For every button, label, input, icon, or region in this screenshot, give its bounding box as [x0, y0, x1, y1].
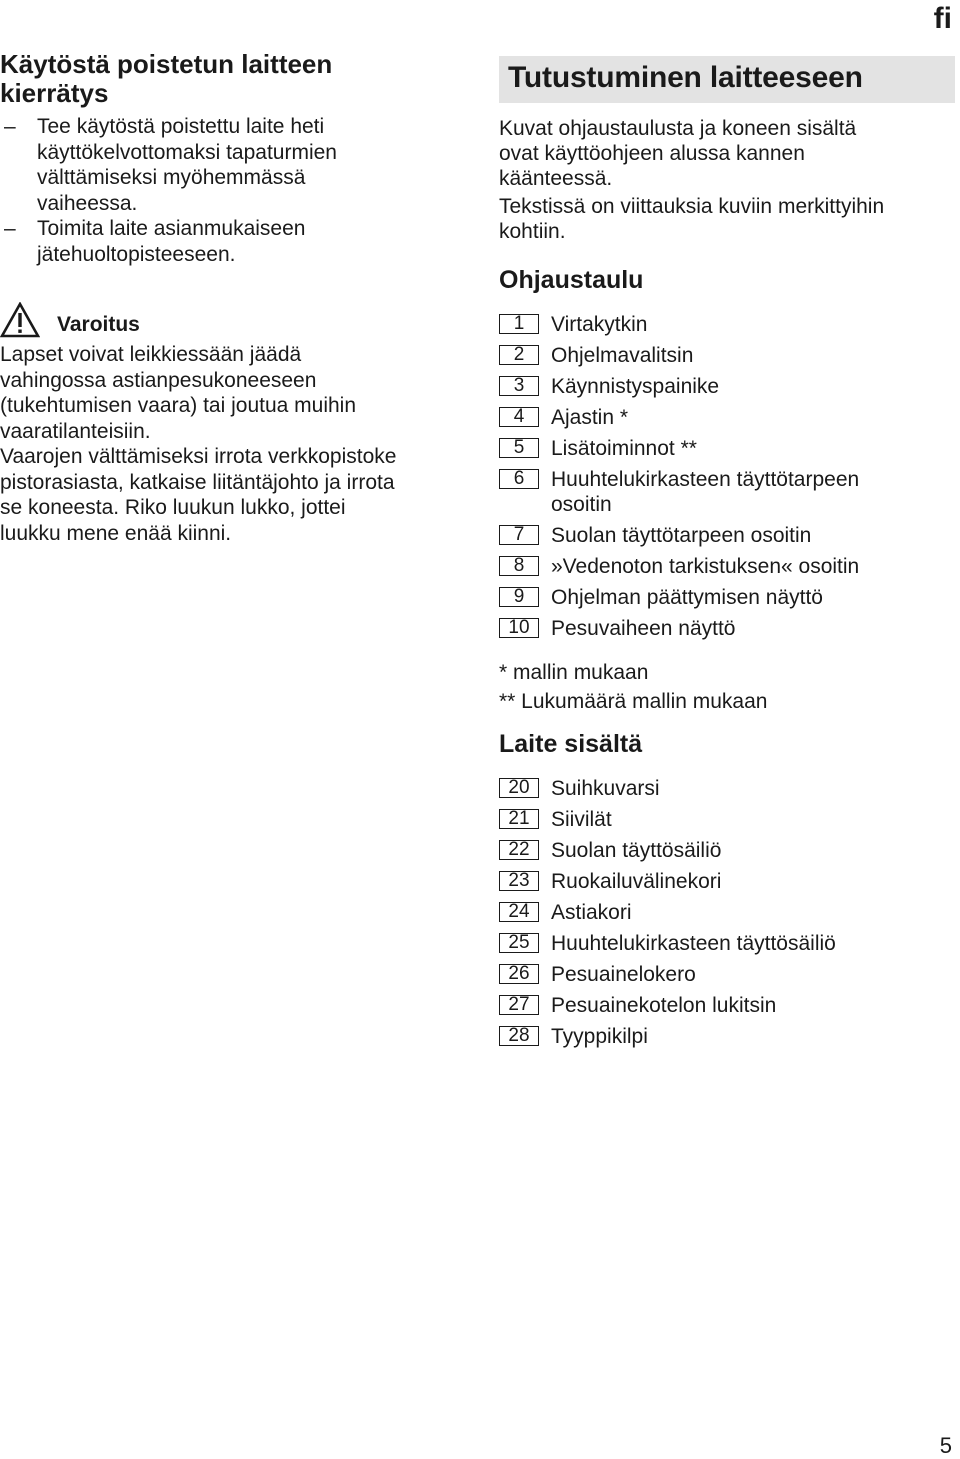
item-label: Tyyppikilpi [551, 1025, 648, 1048]
dash-marker: – [4, 115, 16, 138]
item-number-box: 22 [499, 840, 539, 860]
left-column [0, 50, 460, 546]
list-item [499, 374, 955, 399]
list-item [499, 436, 955, 461]
item-label: »Vedenoton tarkistuksen« osoitin [551, 555, 860, 578]
list-item-line: jätehuoltopisteeseen. [37, 242, 236, 266]
item-number-box: 23 [499, 871, 539, 891]
recycling-heading-line1: Käytöstä poistetun laitteen [0, 49, 333, 79]
warning-title: Varoitus [57, 313, 140, 336]
item-label: Pesuainekotelon lukitsin [551, 994, 777, 1017]
list-item [499, 554, 955, 579]
list-item [499, 776, 955, 801]
item-label: Huuhtelukirkasteen täyttösäiliö [551, 932, 836, 955]
paragraph-line: kohtiin. [499, 220, 566, 243]
item-number-box: 1 [499, 314, 539, 334]
item-number-box: 20 [499, 778, 539, 798]
item-number-box: 5 [499, 438, 539, 458]
list-item-line: Tee käytöstä poistettu laite heti [37, 115, 325, 138]
list-item [499, 405, 955, 430]
paragraph-line: ovat käyttöohjeen alussa kannen [499, 142, 805, 165]
item-number-box: 24 [499, 902, 539, 922]
control-panel-heading: Ohjaustaulu [499, 266, 644, 294]
item-label: Suolan täyttösäiliö [551, 839, 722, 862]
paragraph-line: käänteessä. [499, 167, 613, 190]
paragraph-line: Lapset voivat leikkiessään jäädä [0, 343, 302, 366]
item-number-box: 2 [499, 345, 539, 365]
recycling-list [0, 114, 460, 267]
paragraph-line: vaaratilanteisiin. [0, 419, 151, 443]
item-number-box: 6 [499, 469, 539, 489]
list-item [0, 114, 460, 216]
list-item [499, 900, 955, 925]
item-label: Ohjelmavalitsin [551, 344, 694, 367]
paragraph-line: pistorasiasta, katkaise liitäntäjohto ja irrota [0, 470, 395, 494]
item-label: osoitin [551, 493, 612, 516]
recycling-heading [0, 50, 460, 108]
dash-marker: – [4, 217, 16, 240]
list-item [499, 931, 955, 956]
item-label: Ruokailuvälinekori [551, 870, 722, 893]
list-item [499, 312, 955, 337]
list-item-line: Toimita laite asianmukaiseen [37, 217, 306, 240]
item-label: Suihkuvarsi [551, 777, 660, 800]
warning-triangle-icon [0, 302, 40, 338]
item-label: Siivilät [551, 808, 612, 831]
list-item [499, 1024, 955, 1049]
item-label: Huuhtelukirkasteen täyttötarpeen [551, 468, 860, 491]
list-item [499, 838, 955, 863]
item-label: Lisätoiminnot ** [551, 437, 697, 460]
warning-paragraph-2 [0, 444, 460, 546]
item-number-box: 25 [499, 933, 539, 953]
item-label: Pesuvaiheen näyttö [551, 617, 736, 640]
item-number-box: 9 [499, 587, 539, 607]
item-label: Ajastin * [551, 406, 629, 429]
item-number-box: 27 [499, 995, 539, 1015]
item-label: Suolan täyttötarpeen osoitin [551, 524, 812, 547]
list-item-line: käyttökelvottomaksi tapaturmien [37, 140, 337, 164]
item-number-box: 21 [499, 809, 539, 829]
language-code: fi [933, 2, 952, 35]
recycling-heading-line2: kierrätys [0, 78, 109, 108]
paragraph-line: Vaarojen välttämiseksi irrota verkkopistoke [0, 445, 397, 468]
list-item-line: välttämiseksi myöhemmässä [37, 166, 306, 189]
paragraph-line: vahingossa astianpesukoneeseen [0, 368, 317, 392]
item-label: Pesuainelokero [551, 963, 696, 986]
list-item [0, 216, 460, 267]
right-column [499, 56, 955, 1055]
intro-paragraph-2 [499, 194, 955, 244]
item-number-box: 7 [499, 525, 539, 545]
warning-paragraph-1 [0, 342, 460, 444]
list-item [499, 807, 955, 832]
list-item [499, 467, 955, 517]
list-item [499, 523, 955, 548]
warning-header [0, 305, 460, 335]
list-item [499, 869, 955, 894]
list-item [499, 962, 955, 987]
page-number: 5 [939, 1433, 952, 1458]
list-item [499, 993, 955, 1018]
item-number-box: 8 [499, 556, 539, 576]
item-label: Käynnistyspainike [551, 375, 720, 398]
paragraph-line: se koneesta. Riko luukun lukko, jottei [0, 496, 346, 519]
intro-paragraph-1 [499, 116, 955, 191]
item-label: Virtakytkin [551, 313, 648, 336]
item-number-box: 4 [499, 407, 539, 427]
paragraph-line: luukku mene enää kiinni. [0, 521, 232, 545]
item-number-box: 26 [499, 964, 539, 984]
footnote: ** Lukumäärä mallin mukaan [499, 690, 768, 713]
footnote: * mallin mukaan [499, 661, 649, 684]
item-number-box: 10 [499, 618, 539, 638]
item-label: Ohjelman päättymisen näyttö [551, 586, 823, 609]
list-item [499, 616, 955, 641]
item-label: Astiakori [551, 901, 632, 924]
list-item-line: vaiheessa. [37, 191, 138, 215]
paragraph-line: Kuvat ohjaustaulusta ja koneen sisältä [499, 117, 857, 140]
control-panel-list [499, 312, 955, 641]
footnotes [499, 658, 955, 716]
section-heading: Tutustuminen laitteeseen [499, 56, 955, 103]
paragraph-line: Tekstissä on viittauksia kuviin merkittyihin [499, 195, 885, 218]
interior-list [499, 776, 955, 1049]
item-number-box: 28 [499, 1026, 539, 1046]
paragraph-line: (tukehtumisen vaara) tai joutua muihin [0, 394, 357, 417]
list-item [499, 585, 955, 610]
list-item [499, 343, 955, 368]
item-number-box: 3 [499, 376, 539, 396]
interior-heading: Laite sisältä [499, 730, 643, 758]
